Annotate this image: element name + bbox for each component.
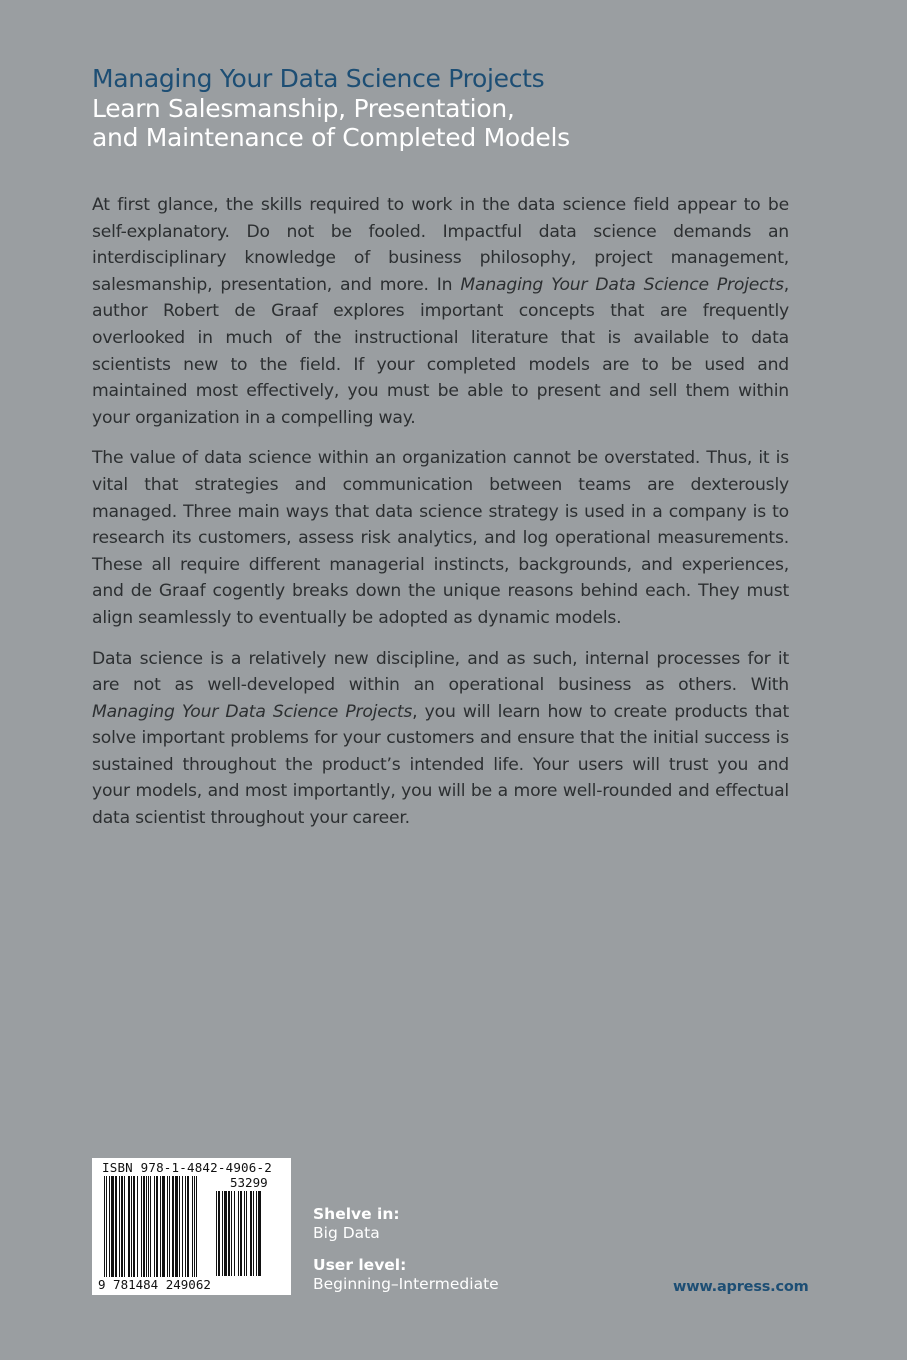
barcode-bar xyxy=(216,1191,217,1276)
barcode-bar xyxy=(246,1191,247,1276)
description-p3-book-title: Managing Your Data Science Projects xyxy=(92,701,413,722)
description-p1-text-b: , author Robert de Graaf explores important concepts that are frequently overlooked in much of the instructional literature that is available to data scientists new to the field. If your completed models are to be used and maintained most effectively, you must be able to present and sell them within your organization in a compelling way. xyxy=(92,274,789,428)
barcode-bar xyxy=(194,1176,195,1278)
isbn-barcode xyxy=(92,1158,291,1295)
shelf-info xyxy=(313,1205,499,1294)
barcode-bar xyxy=(253,1191,254,1276)
barcode-bar xyxy=(187,1176,189,1278)
barcode-bar xyxy=(143,1176,145,1278)
barcode-bar xyxy=(148,1176,149,1278)
price-code: 53299 xyxy=(230,1175,268,1190)
barcode-bar xyxy=(167,1176,168,1278)
book-subtitle-line-2: and Maintenance of Completed Models xyxy=(92,123,570,152)
barcode-bar xyxy=(154,1176,155,1278)
barcode-bar xyxy=(106,1176,107,1278)
shelve-in-value: Big Data xyxy=(313,1224,380,1242)
barcode-bar xyxy=(104,1176,105,1278)
barcode-bar xyxy=(196,1176,197,1278)
barcode-bar xyxy=(137,1176,138,1278)
barcode-bar xyxy=(156,1176,158,1278)
barcode-bar xyxy=(141,1176,142,1278)
barcode-bar xyxy=(224,1191,227,1276)
barcode-bar xyxy=(231,1191,232,1276)
barcode-bar xyxy=(111,1176,114,1278)
barcode-main-bars xyxy=(104,1176,212,1278)
barcode-bar xyxy=(121,1176,123,1278)
barcode-bar xyxy=(250,1191,252,1276)
barcode-bar xyxy=(146,1176,147,1278)
barcode-bar xyxy=(175,1176,178,1278)
barcode-bar xyxy=(185,1176,186,1278)
barcode-bar xyxy=(222,1191,223,1276)
barcode-bar xyxy=(119,1176,120,1278)
book-description xyxy=(92,192,789,846)
barcode-bar xyxy=(238,1191,239,1276)
barcode-bar xyxy=(179,1176,180,1278)
barcode-bar xyxy=(160,1176,161,1278)
barcode-bar xyxy=(182,1176,183,1278)
book-title: Managing Your Data Science Projects xyxy=(92,64,545,93)
barcode-bar xyxy=(128,1176,130,1278)
description-p1-book-title: Managing Your Data Science Projects xyxy=(460,274,784,295)
barcode-bar xyxy=(131,1176,132,1278)
description-p3-text-b: , you will learn how to create products that solve important problems for your customers and ensure that the initial success is sustained throughout the product’s intended life. Your users will trust you and your models, and most importantly, you will be a more well-rounded and effectual data scientist throughout your career. xyxy=(92,701,789,829)
barcode-bar xyxy=(133,1176,135,1278)
isbn-label: ISBN 978-1-4842-4906-2 xyxy=(102,1160,272,1175)
barcode-bar xyxy=(162,1176,165,1278)
user-level-label: User level: xyxy=(313,1256,407,1274)
barcode-bar xyxy=(150,1176,151,1278)
barcode-bar xyxy=(244,1191,245,1276)
description-paragraph-1 xyxy=(92,192,789,431)
shelve-in-label: Shelve in: xyxy=(313,1205,400,1223)
publisher-url: www.apress.com xyxy=(673,1279,809,1295)
description-p3-text-a: Data science is a relatively new discipline, and as such, internal processes for it are not as well-developed within an operational business as others. With xyxy=(92,648,789,696)
barcode-bar xyxy=(115,1176,117,1278)
book-subtitle-line-1: Learn Salesmanship, Presentation, xyxy=(92,94,515,123)
barcode-bar xyxy=(169,1176,170,1278)
barcode-bar xyxy=(234,1191,235,1276)
title-block xyxy=(92,64,812,152)
barcode-bar xyxy=(256,1191,257,1276)
barcode-bar xyxy=(172,1176,174,1278)
barcode-bar xyxy=(258,1191,261,1276)
barcode-bar xyxy=(124,1176,125,1278)
barcode-bar xyxy=(109,1176,110,1278)
description-paragraph-2: The value of data science within an organization cannot be overstated. Thus, it is vital that strategies and communication between teams are dexterously managed. Three main ways that data science strategy is used in a company is to research its customers, assess risk analytics, and log operational measurements. These all require different managerial instincts, backgrounds, and experiences, and de Graaf cogently breaks down the unique reasons behind each. They must align seamlessly to eventually be adopted as dynamic models. xyxy=(92,448,789,628)
description-p1-text-a: At first glance, the skills required to work in the data science field appear to be self-explanatory. Do not be fooled. Impactful data science demands an interdisciplinary knowledge of business philosophy, project management, salesmanship, presentation, and more. In xyxy=(92,195,789,295)
barcode-bar xyxy=(228,1191,230,1276)
barcode-bar xyxy=(192,1176,193,1278)
barcode-bar xyxy=(240,1191,242,1276)
barcode-digits: 9 781484 249062 xyxy=(98,1277,211,1292)
description-paragraph-3 xyxy=(92,646,789,832)
barcode-addon-bars xyxy=(216,1191,284,1289)
user-level-value: Beginning–Intermediate xyxy=(313,1275,499,1293)
barcode-bar xyxy=(218,1191,220,1276)
